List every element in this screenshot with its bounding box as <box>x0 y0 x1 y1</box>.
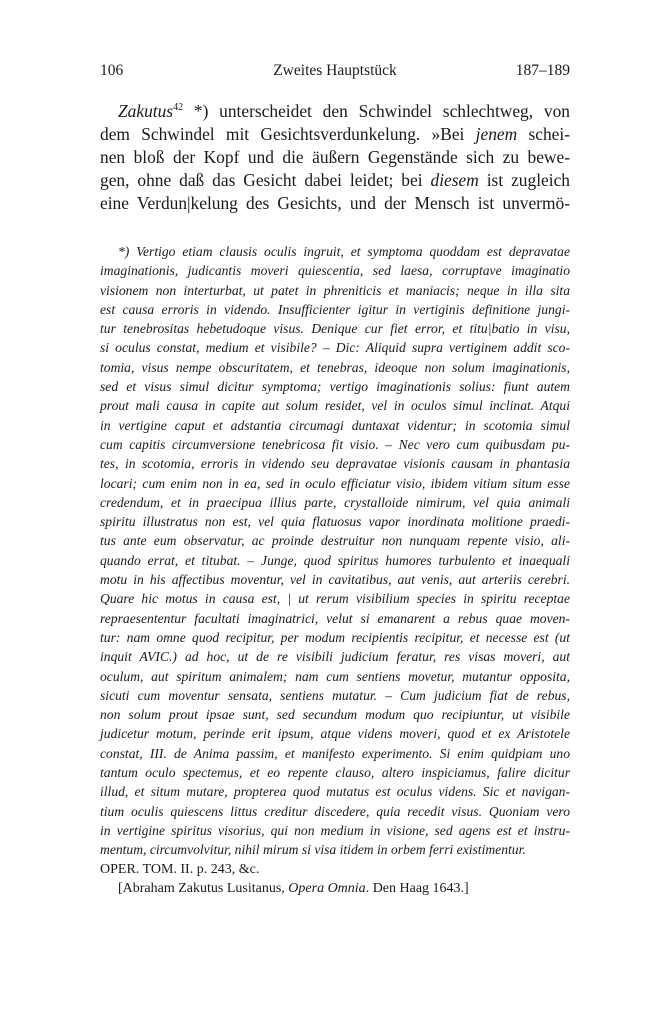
footnote-line: tes, in scotomia, erroris in videndo seu depravatae visionis causam in phantasia <box>100 456 570 472</box>
footnote-line: judicetur motum, perinde erit ipsum, atque videns moveri, quod et ex Aristotele <box>100 726 570 742</box>
footnote-reference-line: OPER. TOM. II. p. 243, &c. <box>100 861 260 877</box>
main-line-2: dem Schwindel mit Gesichtsverdunkelung. »Bei jenem schei- <box>100 124 570 144</box>
footnote <box>100 242 570 898</box>
running-header <box>100 62 570 84</box>
main-line-5: eine Verdun|kelung des Gesichts, und der Mensch ist unvermö- <box>100 193 570 213</box>
author-name: Zakutus <box>118 101 174 121</box>
footnote-line: Quare hic motus in causa est, | ut rerum visibilium species in spiritu receptae <box>100 591 570 607</box>
footnote-line: tur: nam omne quod recipitur, per modum recipientis recipitur, et necesse est (ut <box>100 629 570 645</box>
footnote-line: in vertigine caput et adstantia circumagi duntaxat videntur; in scotomia simul <box>100 417 570 433</box>
footnote-line: sicuti cum moventur sensata, sentiens mutatur. – Cum judicium fiat de rebus, <box>100 687 570 703</box>
footnote-line: tium oculis quiescens littus creditur discedere, quia recedit visus. Quoniam vero <box>100 803 570 819</box>
footnote-line: in vertigine spiritus visorius, qui non medium in visione, sed agens est et instru- <box>100 822 570 838</box>
footnote-line: tus ante eum observatur, ac proinde destruitur non nunquam repente visio, ali- <box>100 533 570 549</box>
main-text <box>100 100 570 215</box>
running-title: Zweites Hauptstück <box>273 62 397 79</box>
main-line-1: Zakutus$^{42}$ *) unterscheidet den Schwindel schlechtweg, von <box>118 101 570 121</box>
footnote-line: tantum oculo spectemus, et eo repente clauso, altero inspiciamus, falire dicitur <box>100 765 570 781</box>
footnote-reference: 42 <box>173 102 184 114</box>
citation-title: Opera Omnia <box>288 880 366 896</box>
footnote-line: si oculus constat, medium et visibile? – Dic: Aliquid supra vertiginem addit sco- <box>100 340 570 356</box>
footnote-line: illud, et situm mutare, propterea quod mutatus est oculus videns. Sic et navigan- <box>100 784 570 800</box>
main-line-3: nen bloß der Kopf und die äußern Gegenstände sich zu bewe- <box>100 147 570 167</box>
footnote-line: visionem non interturbat, ut patet in phreniticis et maniacis; neque in illa sita <box>100 282 570 298</box>
footnote-line: credendum, et in praecipua illius parte, crystalloide nimirum, vel quia animali <box>100 494 570 510</box>
footnote-line: est causa erroris in videndo. Insufficienter igitur in vertiginis definitione jungi- <box>100 301 570 317</box>
footnote-line: sed et visus simul dicitur symptoma; vertigo imaginationis solius: fiunt autem <box>100 379 570 395</box>
page-number: 106 <box>100 62 124 79</box>
main-line-4: gen, ohne daß das Gesicht dabei leidet; bei diesem ist zugleich <box>100 170 570 190</box>
section-range: 187–189 <box>515 62 570 79</box>
footnote-line: spiritu illustratus non est, vel quia flatuosus vapor inordinata molitione praedi- <box>100 514 570 530</box>
footnote-line: cum capitis circumversione tenebricosa fit visio. – Nec vero cum quibusdam pu- <box>100 436 570 452</box>
editorial-citation: [Abraham Zakutus Lusitanus, Opera Omnia. Den Haag 1643.] <box>118 880 469 896</box>
footnote-line: *) Vertigo etiam clausis oculis ingruit, et symptoma quoddam est depravatae <box>118 244 570 259</box>
footnote-line: tomia, visus nempe obscuritatem, et tenebras, ideoque non solum imaginationis, <box>100 359 570 375</box>
footnote-line: quando errat, et titubat. – Junge, quod spiritus humores turbulento et inaequali <box>100 552 570 568</box>
footnote-line: tur tenebrositas hebetudoque visus. Denique cur fiet error, et titu|batio in visu, <box>100 321 570 337</box>
footnote-line: motu in his affectibus moventur, vel in cavitatibus, aut venis, aut arteriis cerebri. <box>100 572 570 588</box>
footnote-line: oculum, aut spiritum animalem; nam cum sentiens movetur, mutantur opposita, <box>100 668 570 684</box>
footnote-line: mentum, circumvolvitur, nihil mirum si visa itidem in orbem ferri existimentur. <box>100 842 526 858</box>
footnote-line: imaginationis, judicantis moveri quiescentia, sed laesa, corruptave imaginatio <box>100 263 570 279</box>
footnote-line: constat, III. de Anima passim, et manifesto experimento. Si enim quidpiam uno <box>100 745 570 761</box>
footnote-line: prout mali causa in capite aut solum residet, vel in oculos simul inclinat. Atqui <box>100 398 570 414</box>
footnote-line: repraesententur facultati imaginatrici, velut si emanarent a rebus quae moven- <box>100 610 570 626</box>
footnote-line: non solum prout ipsae sunt, sed secundum modum quo recipiuntur, ut visibile <box>100 707 570 723</box>
footnote-line: locari; cum enim non in ea, sed in oculo efficiatur visio, ibidem vitium situm esse <box>100 475 570 491</box>
footnote-line: inquit AVIC.) ad hoc, ut de re visibili judicium feratur, res visas moveri, aut <box>100 649 570 665</box>
